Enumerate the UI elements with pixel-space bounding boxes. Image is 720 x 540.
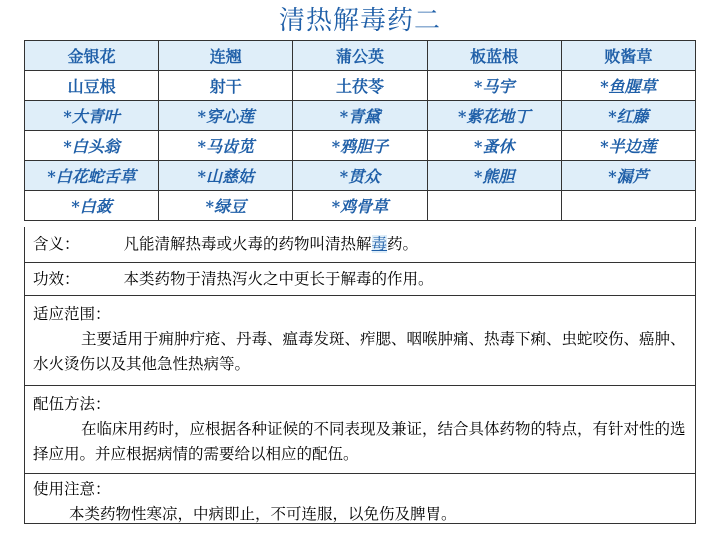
herb-cell: *贯众 [293, 161, 427, 191]
herb-cell: 板蓝根 [427, 41, 561, 71]
caution-section [24, 474, 696, 524]
herb-cell: 射干 [159, 71, 293, 101]
herb-cell: *白蔹 [25, 191, 159, 221]
table-row [25, 71, 696, 101]
meaning-text [124, 235, 419, 253]
table-row [25, 161, 696, 191]
table-row [25, 131, 696, 161]
caution-label: 使用注意： [33, 480, 111, 498]
herb-cell: *青黛 [293, 101, 427, 131]
herb-cell: 山豆根 [25, 71, 159, 101]
compatibility-label: 配伍方法： [33, 395, 111, 413]
meaning-section [24, 227, 696, 263]
herb-cell: *蚤休 [427, 131, 561, 161]
efficacy-section [24, 263, 696, 296]
page-title: 清热解毒药二 [278, 6, 441, 36]
meaning-label: 含义： [33, 235, 80, 253]
herb-cell: *半边莲 [561, 131, 695, 161]
compatibility-text: 在临床用药时，应根据各种证候的不同表现及兼证，结合具体药物的特点，有针对性的选择应用。并应根据病情的需要给以相应的配伍。 [33, 420, 686, 463]
herb-cell: *鱼腥草 [561, 71, 695, 101]
herb-cell: *山慈姑 [159, 161, 293, 191]
scope-section [24, 296, 696, 386]
meaning-text-after: 药。 [387, 235, 419, 253]
herb-cell: *熊胆 [427, 161, 561, 191]
meaning-highlight[interactable]: 毒 [371, 235, 388, 253]
scope-label: 适应范围： [33, 305, 111, 323]
herb-cell: *白花蛇舌草 [25, 161, 159, 191]
herb-cell: 连翘 [159, 41, 293, 71]
herb-cell [561, 191, 695, 221]
herb-cell: *马齿苋 [159, 131, 293, 161]
caution-text: 本类药物性寒凉，中病即止，不可连服，以免伤及脾胃。 [69, 505, 457, 523]
compatibility-section [24, 386, 696, 474]
herb-cell: 金银花 [25, 41, 159, 71]
table-row [25, 191, 696, 221]
herb-cell: *穿心莲 [159, 101, 293, 131]
table-row [25, 101, 696, 131]
herb-cell: *白头翁 [25, 131, 159, 161]
herb-cell: *鸦胆子 [293, 131, 427, 161]
herb-cell: *紫花地丁 [427, 101, 561, 131]
efficacy-label: 功效： [33, 270, 80, 288]
meaning-text-before: 凡能清解热毒或火毒的药物叫清热解 [123, 235, 372, 253]
herb-cell: *鸡骨草 [293, 191, 427, 221]
table-header-row [25, 41, 696, 71]
herb-cell: *漏芦 [561, 161, 695, 191]
herb-table [24, 40, 696, 221]
herb-cell: *绿豆 [159, 191, 293, 221]
herb-cell: *红藤 [561, 101, 695, 131]
herb-cell: *大青叶 [25, 101, 159, 131]
herb-cell: 败酱草 [561, 41, 695, 71]
herb-cell: 土茯苓 [293, 71, 427, 101]
herb-cell: 蒲公英 [293, 41, 427, 71]
efficacy-text: 本类药物于清热泻火之中更长于解毒的作用。 [123, 270, 434, 288]
herb-cell [427, 191, 561, 221]
scope-text: 主要适用于痈肿疔疮、丹毒、瘟毒发斑、痄腮、咽喉肿痛、热毒下痢、虫蛇咬伤、癌肿、水火烫伤以及其他急性热病等。 [33, 330, 686, 373]
herb-cell: *马宇 [427, 71, 561, 101]
